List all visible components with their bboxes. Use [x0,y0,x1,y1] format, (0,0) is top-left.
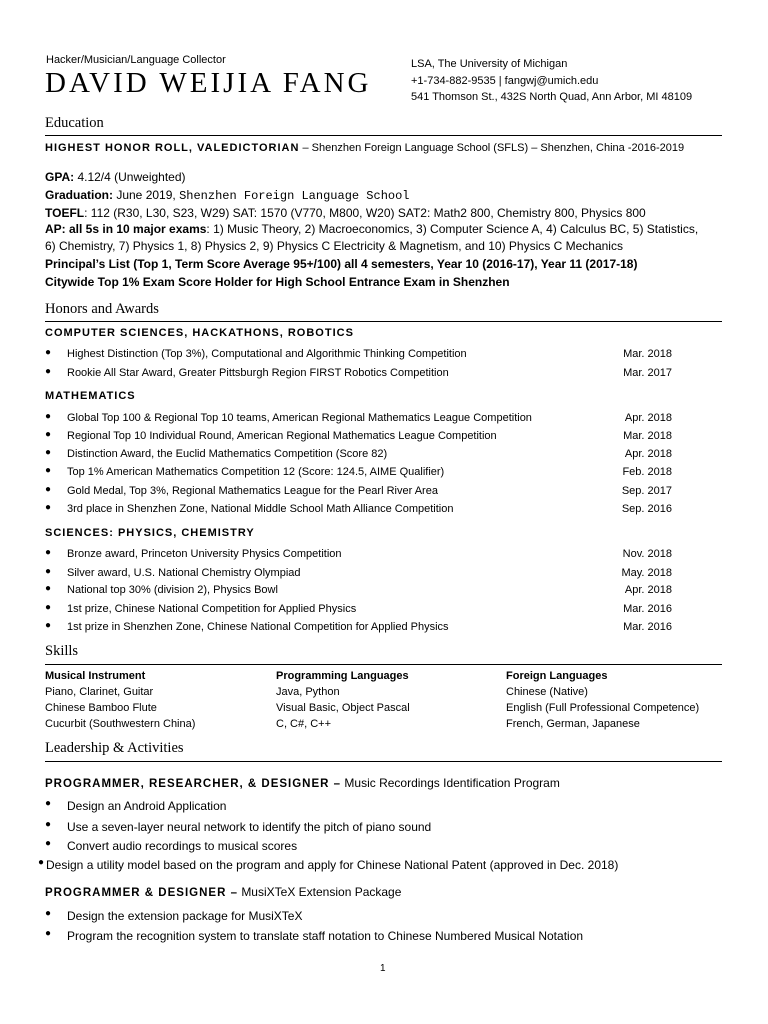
skill-item: Chinese (Native) [506,686,588,698]
bullet-icon: ● [45,411,52,422]
bullet-icon: ● [45,819,52,830]
education-toefl [45,206,646,220]
section-divider [45,321,722,322]
award-date: Mar. 2016 [623,603,672,615]
activity-heading [45,776,560,790]
activity-project: Music Recordings Identification Program [344,776,560,790]
bullet-icon: ● [45,566,52,577]
activity-role: PROGRAMMER & DESIGNER – [45,887,238,899]
section-title-leadership: Leadership & Activities [45,740,184,756]
award-date: Feb. 2018 [622,466,672,478]
honors-group-heading-sciences: SCIENCES: PHYSICS, CHEMISTRY [45,527,255,539]
bullet-icon: ● [45,484,52,495]
ap-label: AP: all 5s in 10 major exams [45,222,207,236]
ap-value: : 1) Music Theory, 2) Macroeconomics, 3) Computer Science A, 4) Calculus BC, 5) Statistics, [206,222,699,236]
education-principal-list: Principal’s List (Top 1, Term Score Average 95+/100) all 4 semesters, Year 10 (2016-17), Year 11 (2017-18) [45,257,638,271]
bullet-icon: ● [45,447,52,458]
activity-heading [45,885,401,899]
skills-column-programming [276,668,410,732]
award-date: Sep. 2017 [621,485,672,497]
award-date: Mar. 2016 [623,621,672,633]
contact-phone-email: +1-734-882-9535 | fangwj@umich.edu [411,74,599,87]
skills-column-heading: Foreign Languages [506,670,608,682]
skills-column-music [45,668,195,732]
education-gpa [45,170,186,184]
bullet-icon: ● [45,928,52,939]
contact-school: LSA, The University of Michigan [411,58,568,70]
graduation-school: Shenzhen Foreign Language School [179,189,410,203]
section-title-honors: Honors and Awards [45,301,159,317]
award-date: Apr. 2018 [624,584,672,596]
education-ap-line-2: 6) Chemistry, 7) Physics 1, 8) Physics 2, 9) Physics C Electricity & Magnetism, and 10) Physics C Mechanics [45,239,623,253]
bullet-icon: ● [45,798,52,809]
award-date: Apr. 2018 [624,448,672,460]
gpa-label: GPA: [45,170,75,184]
candidate-name: DAVID WEIJIA FANG [45,67,372,99]
award-date: Sep. 2016 [621,503,672,515]
education-heading [45,142,684,154]
activity-role: PROGRAMMER, RESEARCHER, & DESIGNER – [45,778,342,790]
award-date: Mar. 2018 [623,348,672,360]
skill-item: Cucurbit (Southwestern China) [45,718,196,730]
contact-block [411,56,692,106]
honors-group-heading-math: MATHEMATICS [45,390,136,402]
skill-item: French, German, Japanese [506,718,640,730]
bullet-icon: ● [45,465,52,476]
award-date: Mar. 2018 [623,430,672,442]
education-citywide: Citywide Top 1% Exam Score Holder for High School Entrance Exam in Shenzhen [45,275,510,289]
award-date: Apr. 2018 [624,412,672,424]
award-date: Mar. 2017 [623,367,672,379]
bullet-icon: ● [45,366,52,377]
section-divider [45,664,722,665]
section-divider [45,761,722,762]
skill-item: Visual Basic, Object Pascal [276,702,410,714]
section-title-skills: Skills [45,643,79,659]
bullet-icon: ● [45,838,52,849]
skill-item: Chinese Bamboo Flute [45,702,157,714]
skill-item: English (Full Professional Competence) [506,702,700,714]
contact-address: 541 Thomson St., 432S North Quad, Ann Arbor, MI 48109 [411,91,693,103]
skill-item: Piano, Clarinet, Guitar [45,686,154,698]
education-graduation [45,188,410,203]
skills-column-heading: Musical Instrument [45,670,146,682]
activity-project: MusiXTeX Extension Package [241,885,402,899]
skill-item: C, C#, C++ [276,718,332,730]
toefl-label: TOEFL [45,206,85,220]
award-date: Nov. 2018 [622,548,672,560]
skill-item: Java, Python [276,686,340,698]
bullet-icon: ● [38,857,45,868]
education-heading-detail: – Shenzhen Foreign Language School (SFLS) – Shenzhen, China -2016-2019 [299,142,685,154]
graduation-label: Graduation: [45,188,113,202]
honors-group-heading-cs: COMPUTER SCIENCES, HACKATHONS, ROBOTICS [45,327,354,339]
bullet-icon: ● [45,583,52,594]
bullet-icon: ● [45,908,52,919]
bullet-icon: ● [45,620,52,631]
skills-column-languages [506,668,699,732]
toefl-value: : 112 (R30, L30, S23, W29) SAT: 1570 (V770, M800, W20) SAT2: Math2 800, Chemistry 800, Physics 800 [84,206,646,220]
bullet-icon: ● [45,547,52,558]
gpa-value: 4.12/4 (Unweighted) [74,170,186,184]
bullet-icon: ● [45,502,52,513]
education-ap-line-1 [45,222,698,236]
graduation-value: June 2019, [113,188,180,202]
bullet-icon: ● [45,602,52,613]
tagline: Hacker/Musician/Language Collector [46,54,226,66]
award-date: May. 2018 [621,567,672,579]
section-divider [45,135,722,136]
bullet-icon: ● [45,347,52,358]
bullet-icon: ● [45,429,52,440]
education-heading-bold: HIGHEST HONOR ROLL, VALEDICTORIAN [45,142,300,154]
page-number: 1 [380,963,386,974]
section-title-education: Education [45,115,104,131]
skills-column-heading: Programming Languages [276,670,409,682]
